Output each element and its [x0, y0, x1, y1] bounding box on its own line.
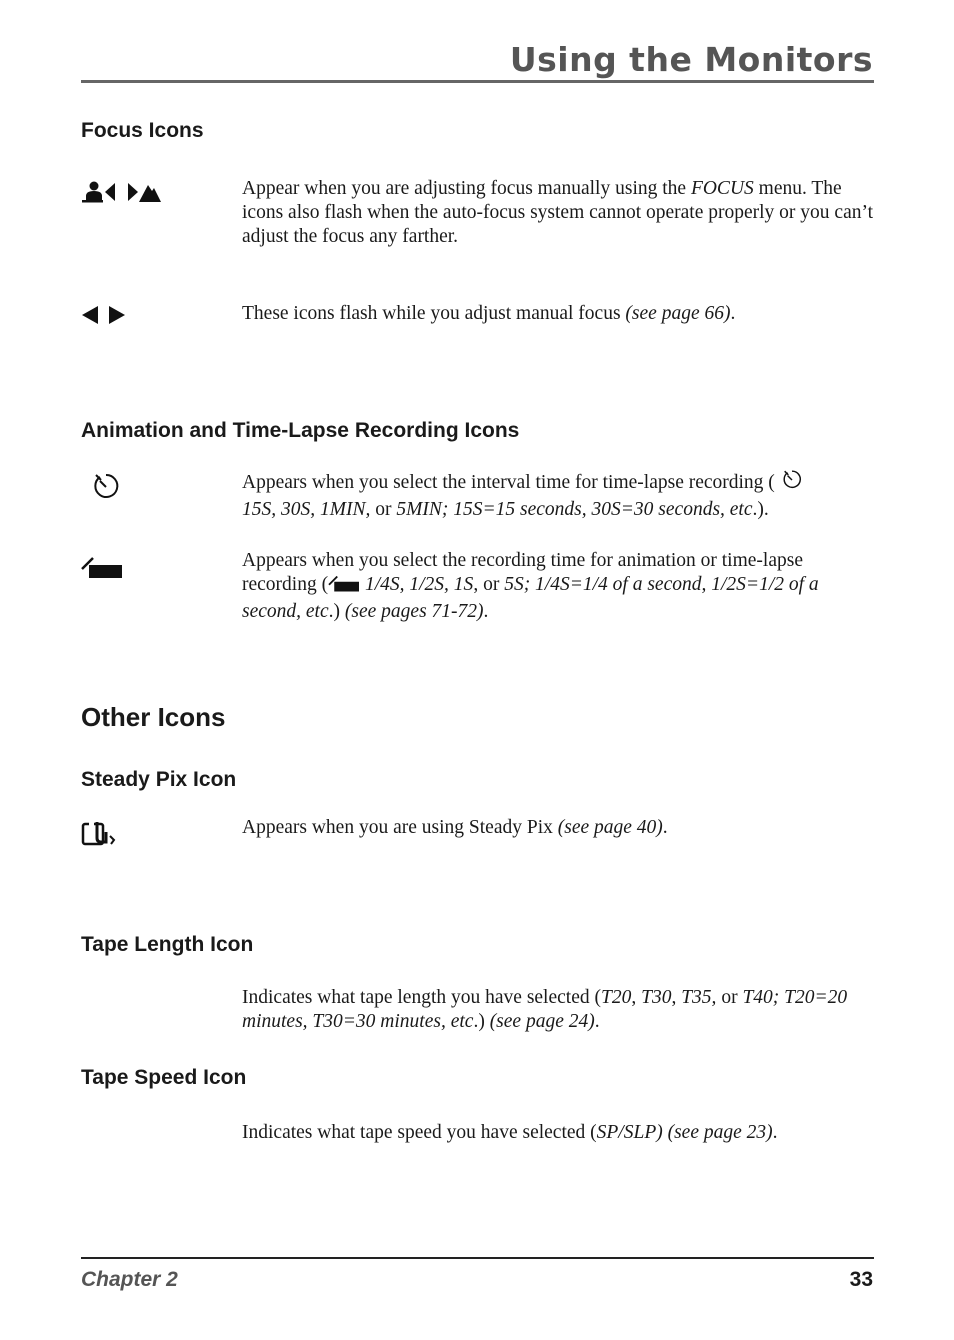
focus-item-1-text: Appear when you are adjusting focus manually using the FOCUS menu. The icons also flash when the auto-focus system cannot operate properly or you can’t adjust the focus any farther.: [242, 178, 874, 247]
interval-timer-icon: [90, 472, 122, 507]
steady-pix-heading: Steady Pix Icon: [81, 768, 237, 791]
animation-item-2-text: Appears when you select the recording time for animation or time-lapse recording ( 1/4S, 1/2S, 1S, or 5S; 1/4S=1/4 of a second, 1/2S=1/2 of a second, etc.) (see pages 71-72).: [242, 550, 819, 622]
steady-pix-text: Appears when you are using Steady Pix (see page 40).: [242, 817, 668, 838]
animation-heading: Animation and Time-Lapse Recording Icons: [81, 419, 520, 442]
header-rule: [81, 80, 874, 83]
recording-time-icon: [81, 556, 123, 585]
tape-speed-heading: Tape Speed Icon: [81, 1066, 247, 1089]
focus-icons-heading: Focus Icons: [81, 119, 204, 142]
footer-rule: [81, 1257, 874, 1259]
footer-chapter: Chapter 2: [81, 1268, 178, 1291]
focus-person-arrows-mountain-icon: [81, 180, 163, 209]
page-number: 33: [849, 1268, 873, 1291]
page-title: Using the Monitors: [509, 40, 873, 79]
focus-item-2-text: These icons flash while you adjust manual focus (see page 66).: [242, 303, 736, 324]
tape-length-text: Indicates what tape length you have selected (T20, T30, T35, or T40; T20=20 minutes, T30=30 minutes, etc.) (see page 24).: [242, 987, 848, 1032]
recording-time-inline-icon: [328, 575, 360, 600]
tape-speed-text: Indicates what tape speed you have selected (SP/SLP) (see page 23).: [242, 1122, 778, 1143]
interval-timer-inline-icon: [780, 469, 804, 498]
focus-arrows-icon: [81, 304, 127, 331]
steady-pix-icon: [81, 820, 123, 853]
tape-length-heading: Tape Length Icon: [81, 933, 254, 956]
animation-item-1-text: Appears when you select the interval time for time-lapse recording ( 15S, 30S, 1MIN, or 5MIN; 15S=15 seconds, 30S=30 seconds, etc.).: [242, 469, 874, 522]
other-icons-heading: Other Icons: [81, 702, 226, 732]
